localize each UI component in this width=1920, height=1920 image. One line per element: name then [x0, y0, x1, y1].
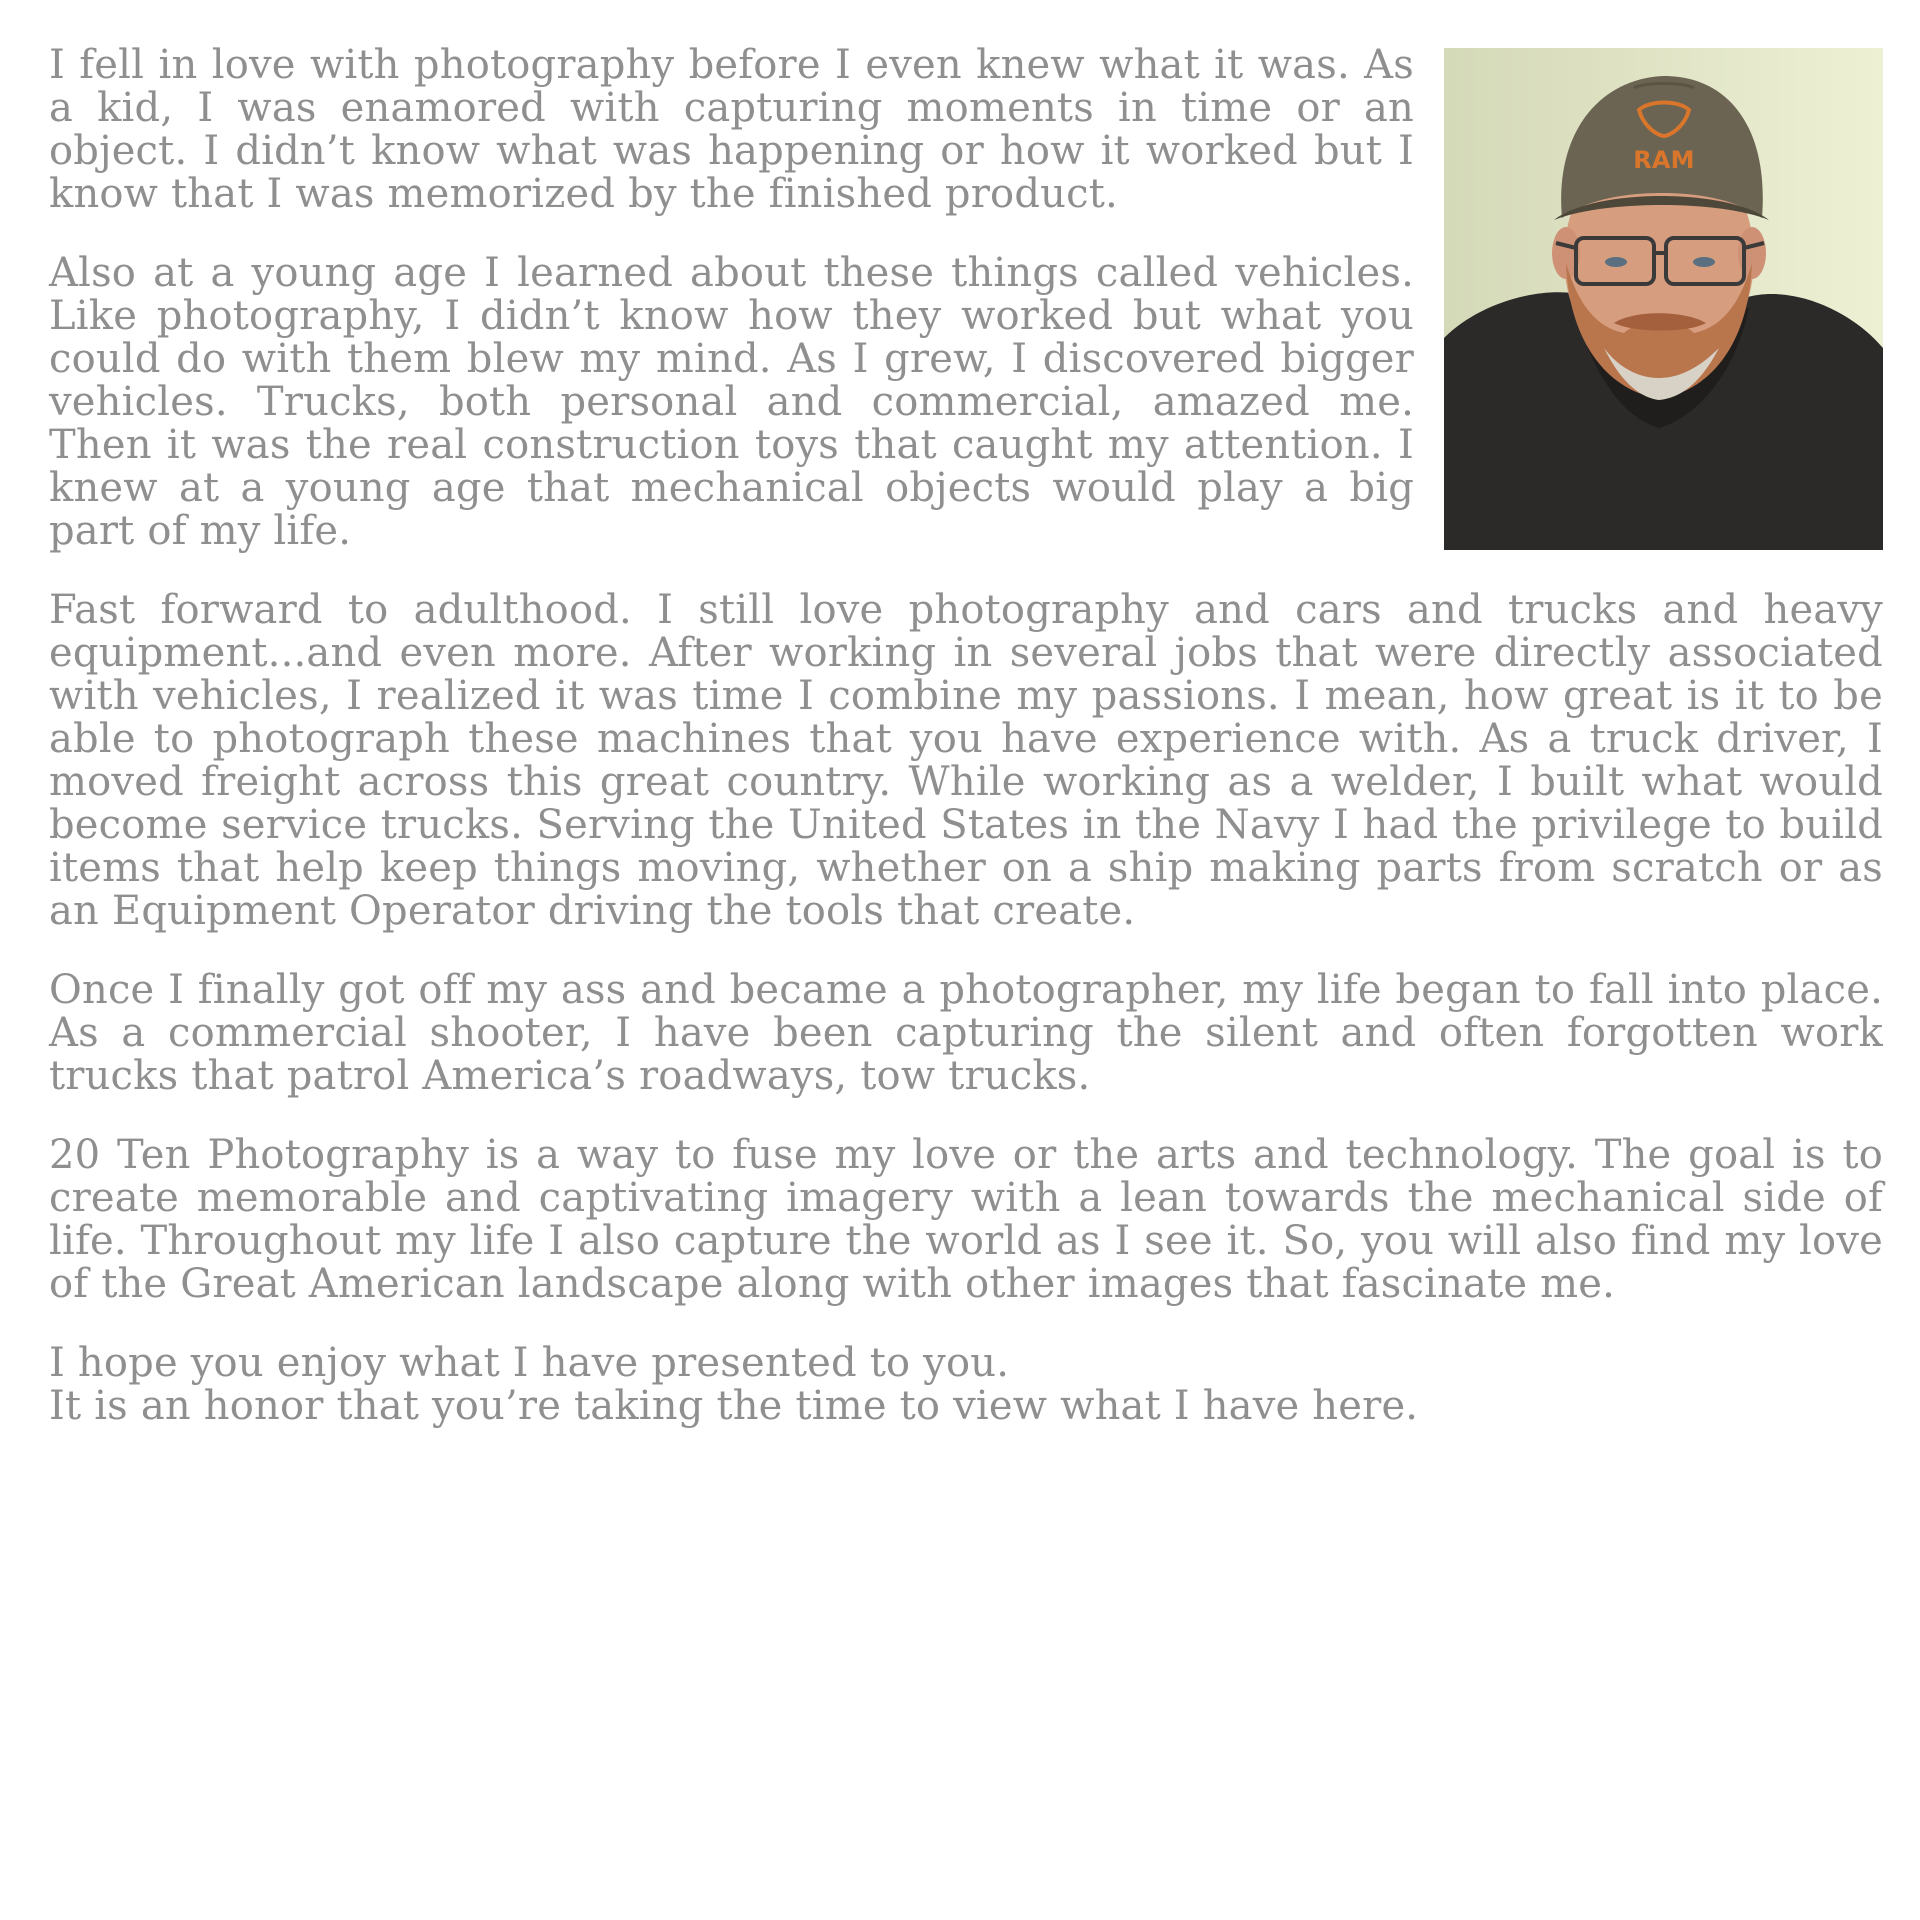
closing-line-2: It is an honor that you’re taking the time to view what I have here.: [49, 1383, 1419, 1429]
about-paragraph-3: Fast forward to adulthood. I still love photography and cars and trucks and heavy equipment...and even more. After working in several jobs that were directly associated with vehicles, I realized it was time I combine my passions. I mean, how great is it to be able to photograph these machines that you have experience with. As a truck driver, I moved freight across this great country. While working as a welder, I built what would become service trucks. Serving the United States in the Navy I had the privilege to build items that help keep things moving, whether on a ship making parts from scratch or as an Equipment Operator driving the tools that create.: [49, 587, 1883, 934]
about-paragraph-5: 20 Ten Photography is a way to fuse my love or the arts and technology. The goal is to create memorable and captivating imagery with a lean towards the mechanical side of life. Throughout my life I also capture the world as I see it. So, you will also find my love of the Great American landscape along with other images that fascinate me.: [49, 1132, 1883, 1307]
closing-note: [49, 1342, 1883, 1428]
cap-logo-text: RAM: [1633, 146, 1695, 174]
left-eye: [1605, 257, 1627, 267]
right-eye: [1693, 257, 1715, 267]
about-page: [49, 44, 1883, 1428]
author-portrait: [1444, 48, 1883, 550]
about-paragraph-1: I fell in love with photography before I even knew what it was. As a kid, I was enamored with capturing moments in time or an object. I didn’t know what was happening or how it worked but I know that I was memorized by the finished product.: [49, 42, 1414, 217]
about-paragraph-2: Also at a young age I learned about these things called vehicles. Like photography, I didn’t know how they worked but what you could do with them blew my mind. As I grew, I discovered bigger vehicles. Trucks, both personal and commercial, amazed me. Then it was the real construction toys that caught my attention. I knew at a young age that mechanical objects would play a big part of my life.: [49, 250, 1414, 554]
closing-line-1: I hope you enjoy what I have presented to you.: [49, 1340, 1010, 1386]
about-paragraph-4: Once I finally got off my ass and became a photographer, my life began to fall into place. As a commercial shooter, I have been capturing the silent and often forgotten work trucks that patrol America’s roadways, tow trucks.: [49, 967, 1883, 1099]
portrait-illustration: [1444, 48, 1883, 550]
